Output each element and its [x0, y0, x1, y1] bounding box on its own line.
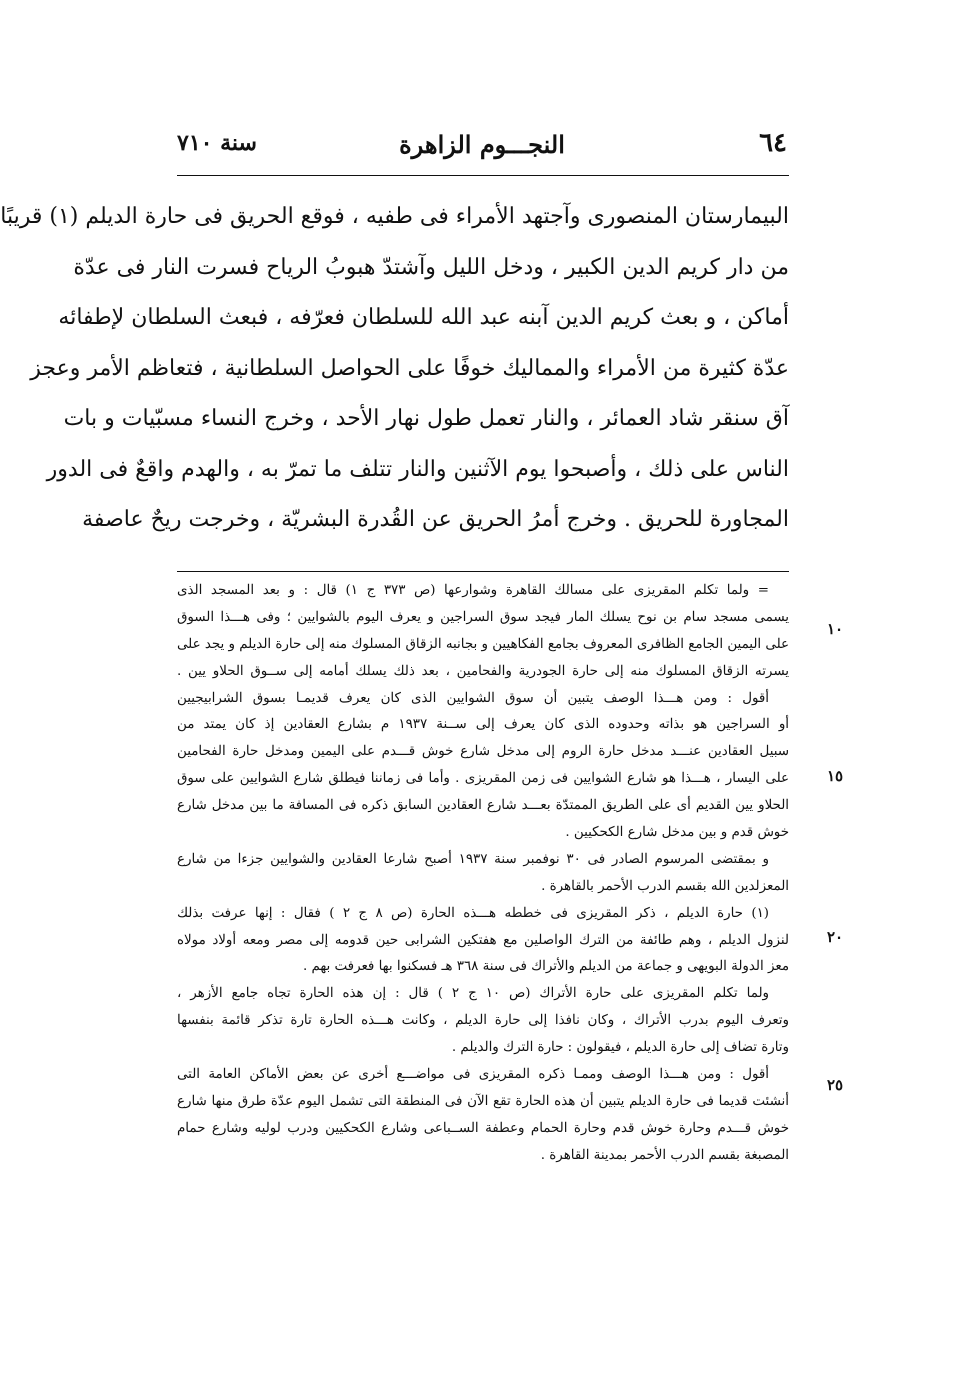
footnote-line: يسرته الزقاق المسلوك منه إلى حارة الجودرية والفحامين ، بعد ذلك يسلك أمامه إلى ســوق الحلاو يين . [177, 663, 789, 679]
book-title: النجـــوم الزاهرة [399, 130, 565, 159]
main-line: من دار كريم الدين الكبير ، ودخل الليل وآشتدّ هبوبُ الرياح فسرت النار فى عدّة [73, 254, 789, 280]
main-line: أماكن ، و بعث كريم الدين آبنه عبد الله للسلطان فعرّفه ، فبعث السلطان لإطفائه [58, 305, 789, 330]
margin-line-number: ٢٥ [826, 1076, 844, 1094]
footnote-line: وتارة تضاف إلى حارة الديلم ، فيقولون : حارة الترك والديلم . [451, 1040, 789, 1056]
footnote-line: أو السراجين هو بذاته وحدوده الذى كان يعرف إلى ســنة ١٩٣٧ م بشارع العقادين إذ كان يمتد من [177, 717, 790, 733]
page-header [177, 128, 787, 168]
footnote-line: خوش قـــدم وحارة خوش قدم وحارة الحمام وعطفة الســباعى وشارع الكحكيين ودرب لوليه وشارع حمام [177, 1120, 789, 1136]
footnote-line: على اليسار ، هـــذا هو شارع الشوايين فى زمن المقريزى . وأما فى زماننا فيطلق شارع الشوايين على سوق [177, 771, 789, 787]
footnote-line: سبيل العقادين عنـــد مدخل حارة الروم إلى مدخل شارع خوش قـــدم على اليمين ومدخل حارة الفحامين [177, 744, 789, 760]
footnote-line: المصبغة بقسم الدرب الأحمر بمدينة القاهرة . [540, 1147, 789, 1163]
footnote-line: لنزول الديلم ، وهم طائفة من الترك الواصلين مع هفتكين الشرابى حين قدومه إلى مصر ومعه أولاد مولاه [177, 932, 789, 948]
footnote-line: وتعرف اليوم بدرب الأتراك ، وكان نافذا إلى حارة الديلم ، وكانت هـــذه الحارة تارة تذكر قائمة بنفسها [177, 1013, 789, 1029]
footnote-line: على اليمين الجامع الظافرى المعروف بجامع الفكاهيين و بجانبه الزقاق المسلوك منه إلى حارة الديلم و يجد على [177, 636, 789, 652]
footnote-line: المعزلدين الله بقسم الدرب الأحمر بالقاهرة . [541, 878, 789, 894]
header-rule [177, 175, 789, 176]
main-text [0, 192, 789, 546]
footnote-line: خوش قدم و بين مدخل شارع الكحكيين . [565, 825, 789, 841]
margin-line-number: ١٠ [826, 620, 844, 638]
footnote-line: و بمقتضى المرسوم الصادر فى ٣٠ نوفمبر سنة ١٩٣٧ أصبح شارعا العقادين والشوايين جزءا من شارع [177, 851, 769, 867]
footnote-line: معز الدولة البويهى و جماعة من الديلم والأتراك فى سنة ٣٦٨ هـ فسكنوا بها فعرفت بهم . [302, 959, 789, 975]
margin-line-number: ٢٠ [826, 928, 844, 946]
footnote-line: أقول : ومن هـــذا الوصف وممـا ذكره المقريزى فى مواضـــع أخرى عن بعض الأماكن العامة التى [177, 1067, 769, 1083]
main-line: المجاورة للحريق . وخرج أمرُ الحريق عن القُدرة البشريّة ، وخرجت ريحٌ عاصفة [82, 507, 789, 532]
footnote-line: أقول : ومن هـــذا الوصف يتبين أن سوق الشوايين الذى كان يعرف قديمـا بسوق الشرابيجيين [177, 690, 769, 706]
main-line: الناس على ذلك ، وأصبحوا يوم الآثنين والنار تتلف ما تمرّ به ، والهدم واقعٌ فى الدور [46, 456, 789, 482]
footnote-line: ولما تكلم المقريزى على حارة الأتراك (ص ١٠ ج ٢ ) قال : إن هذه الحارة تجاه جامع الأزهر ، [177, 986, 769, 1002]
main-line: عدّة كثيرة من الأمراء والمماليك خوفًا على الحواصل السلطانية ، فتعاظم الأمر وعجز [30, 355, 789, 381]
footnote-line: (١) حارة الديلم ، ذكر المقريزى فى خططه هـــذه الحارة (ص ٨ ج ٢ ) فقال : إنها عرفت بذلك [177, 905, 769, 921]
footnote-line: = ولما تكلم المقريزى على مسالك القاهرة وشوارعها (ص ٣٧٣ ج ١) قال : و بعد المسجد الذى [177, 583, 769, 598]
margin-line-number: ١٥ [826, 767, 844, 785]
main-line: آق سنقر شاد العمائر ، والنار تعمل طول نهار الأحد ، وخرج النساء مسبّيات و بات [63, 406, 789, 431]
main-line: البيمارستان المنصورى وآجتهد الأمراء فى طفيه ، فوقع الحريق فى حارة الديلم (١) قريبًا [0, 204, 789, 229]
footnote-line: يسمى مسجد سام بن نوح يسلك المار فيجد سوق السراجين و يعرف اليوم بالشوايين ؛ وفى هـــذا السوق [177, 609, 789, 625]
footnote-line: الحلاو يين القديم أى على الطريق الممتدّة بعـــد شارع العقادين السابق ذكره فى المسافة ما بين مدخل شارع [177, 798, 789, 814]
footnote-separator [177, 571, 789, 572]
page-number: ٦٤ [759, 128, 787, 158]
footnotes [177, 578, 789, 1170]
footnote-line: أنشئت قديما فى حارة الديلم يتبين أن هذه الحارة تقع الآن فى المنطقة التى تشمل اليوم عدّة طرق منها شارع [177, 1093, 789, 1109]
year-label: سنة ٧١٠ [177, 130, 257, 156]
